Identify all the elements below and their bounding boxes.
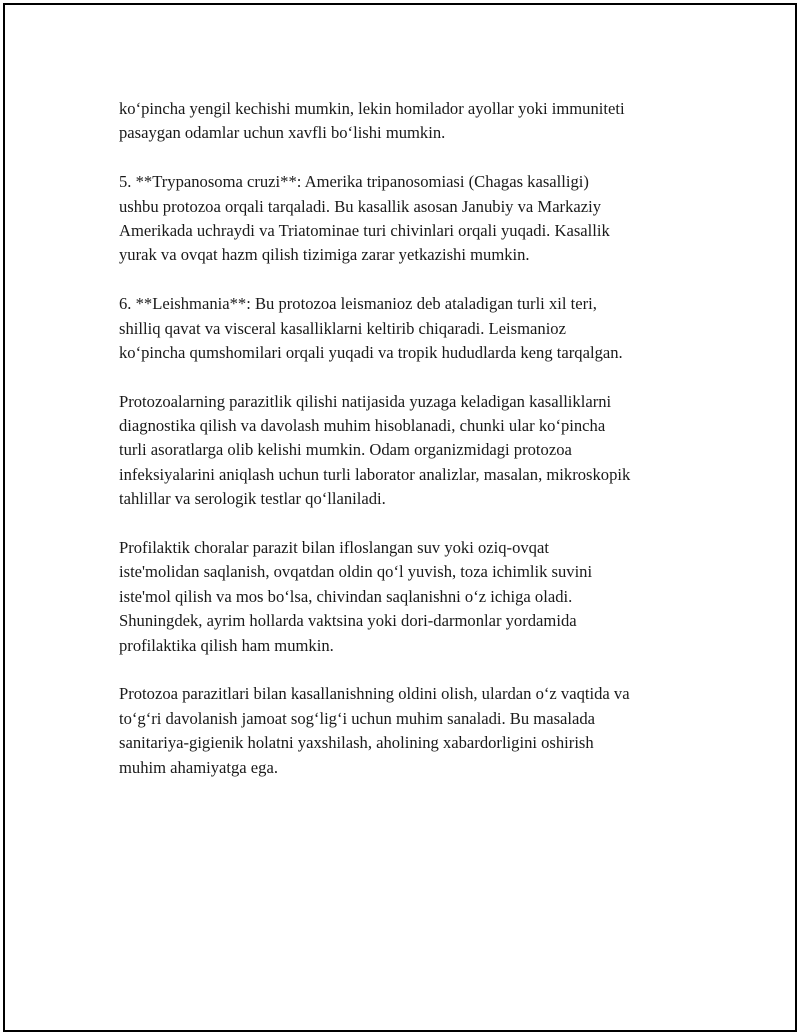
paragraph-trypanosoma [119, 170, 699, 268]
paragraph-continuation [119, 97, 699, 146]
text-line: ko‘pincha qumshomilari orqali yuqadi va tropik hududlarda keng tarqalgan. [119, 342, 623, 362]
text-line: 5. **Trypanosoma cruzi**: Amerika tripanosomiasi (Chagas kasalligi) [119, 172, 589, 192]
text-line: Protozoalarning parazitlik qilishi natijasida yuzaga keladigan kasalliklarni [119, 391, 612, 411]
text-line: iste'molidan saqlanish, ovqatdan oldin qo‘l yuvish, toza ichimlik suvini [119, 562, 593, 582]
paragraph-diagnostics [119, 390, 699, 512]
text-line: iste'mol qilish va mos bo‘lsa, chivindan saqlanishni o‘z ichiga oladi. [119, 586, 573, 606]
paragraph-prophylaxis [119, 536, 699, 658]
text-line: muhim ahamiyatga ega. [119, 757, 278, 777]
text-line: ko‘pincha yengil kechishi mumkin, lekin homilador ayollar yoki immuniteti [119, 99, 625, 118]
text-line: turli asoratlarga olib kelishi mumkin. Odam organizmidagi protozoa [119, 440, 572, 460]
text-line: to‘g‘ri davolanish jamoat sog‘lig‘i uchun muhim sanaladi. Bu masalada [119, 708, 596, 728]
paragraph-conclusion [119, 682, 699, 780]
text-line: diagnostika qilish va davolash muhim hisoblanadi, chunki ular ko‘pincha [119, 416, 606, 436]
text-line: tahlillar va serologik testlar qo‘llaniladi. [119, 489, 386, 509]
document-body [119, 97, 699, 804]
text-line: Shuningdek, ayrim hollarda vaktsina yoki dori-darmonlar yordamida [119, 611, 577, 631]
text-line: Profilaktik choralar parazit bilan ifloslangan suv yoki oziq-ovqat [119, 538, 549, 558]
text-line: yurak va ovqat hazm qilish tizimiga zarar yetkazishi mumkin. [119, 245, 530, 265]
text-line: infeksiyalarini aniqlash uchun turli laborator analizlar, masalan, mikroskopik [119, 464, 631, 484]
text-line: 6. **Leishmania**: Bu protozoa leismanioz deb ataladigan turli xil teri, [119, 294, 597, 314]
text-line: shilliq qavat va visceral kasalliklarni keltirib chiqaradi. Leismanioz [119, 318, 566, 338]
text-line: Protozoa parazitlari bilan kasallanishning oldini olish, ulardan o‘z vaqtida va [119, 684, 630, 704]
text-line: Amerikada uchraydi va Triatominae turi chivinlari orqali yuqadi. Kasallik [119, 220, 610, 240]
paragraph-leishmania [119, 292, 699, 365]
text-line: pasaygan odamlar uchun xavfli bo‘lishi mumkin. [119, 123, 446, 143]
text-line: ushbu protozoa orqali tarqaladi. Bu kasallik asosan Janubiy va Markaziy [119, 196, 602, 216]
text-line: profilaktika qilish ham mumkin. [119, 635, 334, 655]
text-line: sanitariya-gigienik holatni yaxshilash, aholining xabardorligini oshirish [119, 733, 594, 753]
document-page [3, 3, 797, 1032]
